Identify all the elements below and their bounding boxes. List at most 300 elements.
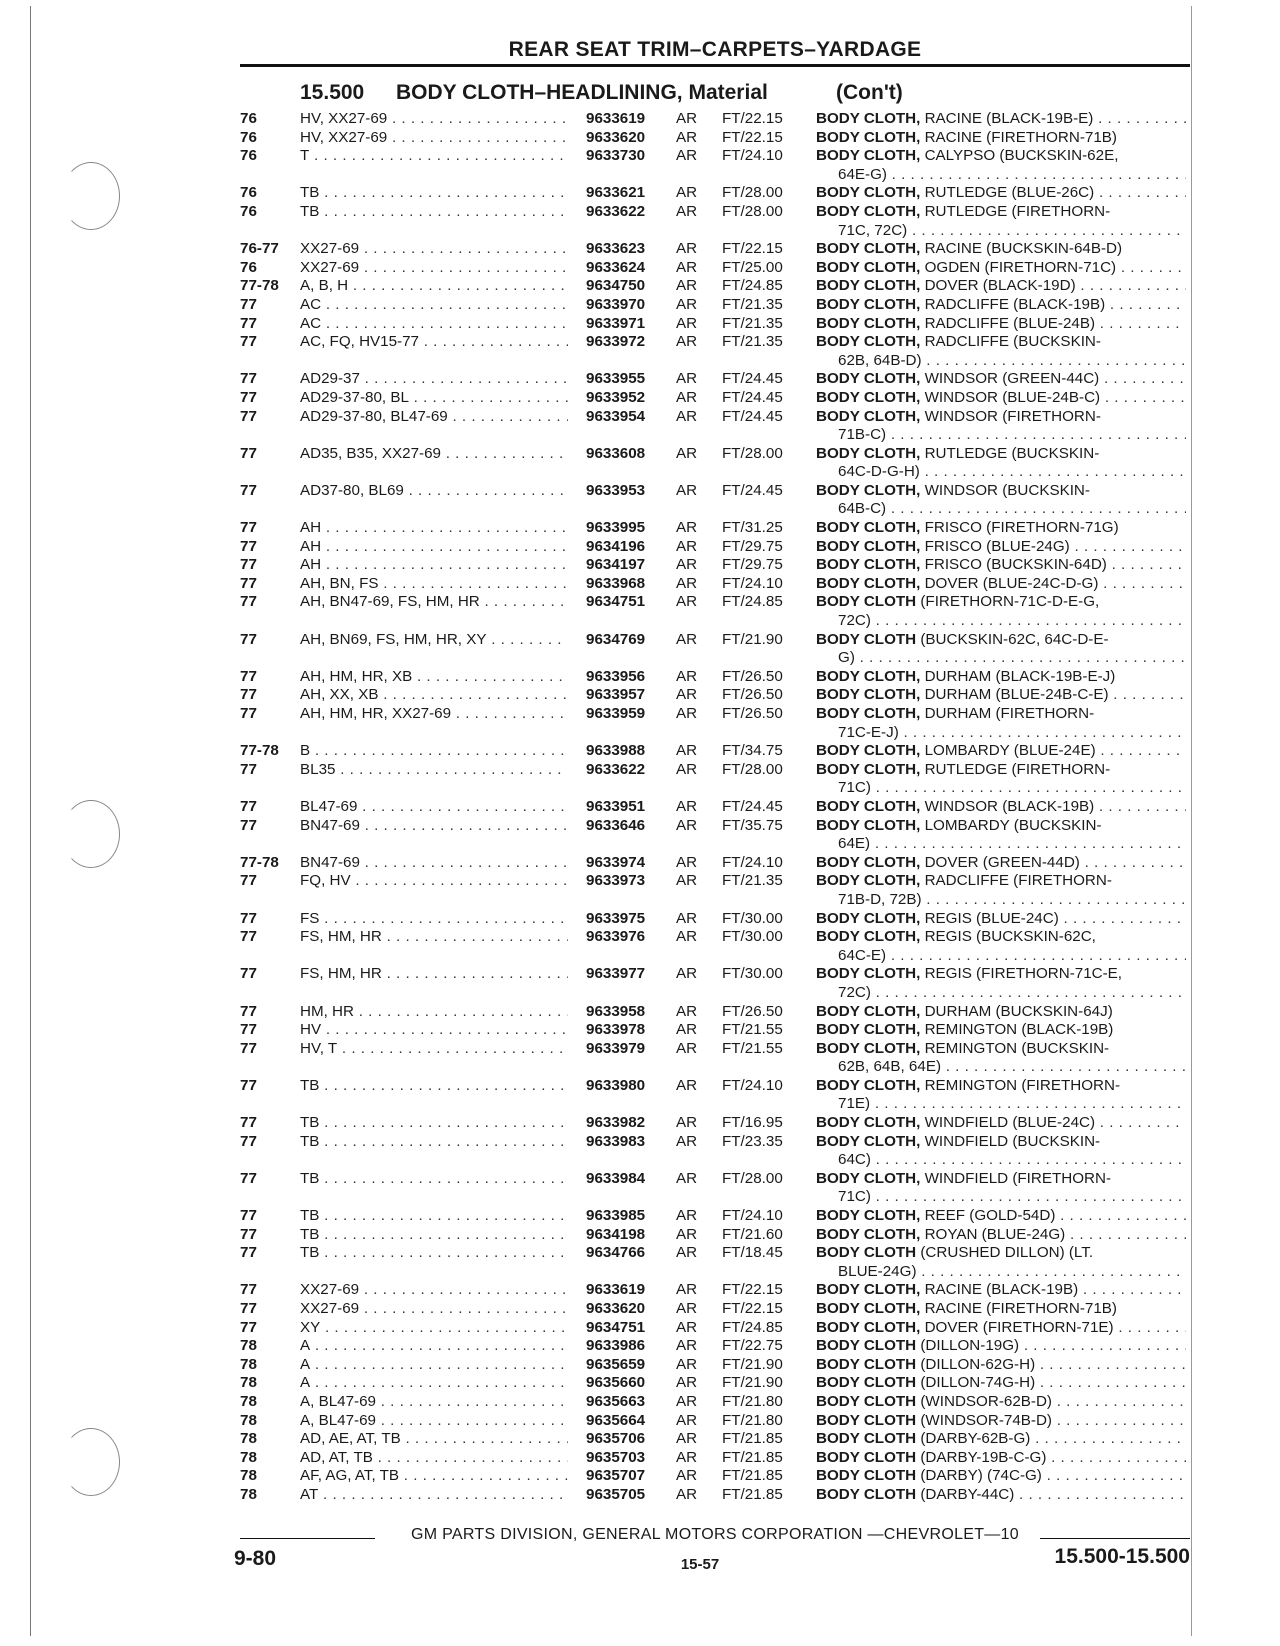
part-number-cell: 9633980	[586, 1076, 646, 1094]
part-number-cell: 9634750	[586, 277, 646, 295]
description-text: LOMBARDY (BUCKSKIN-	[920, 816, 1102, 834]
model-cell: AD, AT, TB . . .	[300, 1449, 568, 1468]
description-bold: BODY CLOTH	[816, 1392, 917, 1410]
description-cell	[816, 761, 1186, 780]
description-cell	[816, 370, 1186, 389]
price-cell: FT/23.35	[722, 1132, 783, 1150]
description-cell	[816, 854, 1186, 873]
quantity-cell: AR	[676, 1207, 698, 1225]
part-number-cell: 9633995	[586, 519, 646, 537]
model-cell: FQ, HV . . .	[300, 872, 568, 891]
quantity-cell: AR	[676, 556, 698, 574]
description-text: RUTLEDGE (FIRETHORN-	[920, 202, 1111, 220]
price-cell: FT/24.85	[722, 277, 783, 295]
price-cell: FT/30.00	[722, 965, 783, 983]
part-number-cell: 9635659	[586, 1355, 646, 1373]
list-item	[240, 1356, 1190, 1375]
description-text: RACINE (BLACK-19B-E)	[920, 110, 1094, 127]
parts-list	[240, 110, 1190, 1505]
description-text: REEF (GOLD-54D)	[920, 1207, 1056, 1225]
list-item-continuation	[240, 426, 1190, 445]
year-cell: 77	[240, 816, 257, 834]
price-cell: FT/30.00	[722, 928, 783, 946]
price-cell: FT/21.80	[722, 1411, 783, 1429]
quantity-cell: AR	[676, 240, 698, 258]
description-continuation: 71B-D, 72B) . . .	[838, 891, 1186, 910]
description-continuation: 71E) . . .	[838, 1095, 1186, 1114]
model-cell: XX27-69 . . .	[300, 1281, 568, 1300]
model-cell: TB . . .	[300, 1133, 568, 1152]
year-cell: 78	[240, 1337, 257, 1355]
list-item	[240, 1281, 1190, 1300]
year-cell: 78	[240, 1485, 257, 1503]
year-cell: 77	[240, 630, 257, 648]
list-item	[240, 1430, 1190, 1449]
list-item-continuation	[240, 984, 1190, 1003]
part-number-cell: 9633622	[586, 760, 646, 778]
description-bold: BODY CLOTH,	[816, 295, 921, 313]
list-item	[240, 668, 1190, 687]
description-text: OGDEN (FIRETHORN-71C)	[920, 258, 1117, 276]
list-item	[240, 110, 1190, 129]
quantity-cell: AR	[676, 1114, 698, 1132]
quantity-cell: AR	[676, 481, 698, 499]
list-item	[240, 798, 1190, 817]
model-cell: B . . .	[300, 742, 568, 761]
year-cell: 77	[240, 444, 257, 462]
description-text: REGIS (BLUE-24C)	[920, 909, 1059, 927]
description-text: DOVER (GREEN-44D)	[920, 853, 1080, 871]
part-number-cell: 9633620	[586, 1300, 646, 1317]
price-cell: FT/21.85	[722, 1467, 783, 1485]
year-cell: 76	[240, 184, 257, 202]
description-text: WINDSOR (FIRETHORN-	[920, 407, 1101, 425]
price-cell: FT/22.75	[722, 1337, 783, 1355]
model-cell: A, BL47-69 . . .	[300, 1412, 568, 1431]
description-cell	[816, 1133, 1186, 1152]
part-number-cell: 9633620	[586, 128, 646, 146]
description-bold: BODY CLOTH,	[816, 128, 921, 146]
description-cell	[816, 965, 1186, 984]
quantity-cell: AR	[676, 593, 698, 611]
description-bold: BODY CLOTH	[816, 1411, 917, 1429]
price-cell: FT/21.80	[722, 1392, 783, 1410]
description-cell	[816, 110, 1186, 129]
part-number-cell: 9633621	[586, 184, 646, 202]
quantity-cell: AR	[676, 128, 698, 146]
model-cell: TB . . .	[300, 1207, 568, 1226]
model-cell: AH, BN69, FS, HM, HR, XY . . .	[300, 631, 568, 650]
list-item	[240, 277, 1190, 296]
year-cell: 76	[240, 110, 257, 127]
description-text: FRISCO (BLUE-24G)	[920, 537, 1070, 555]
list-item	[240, 872, 1190, 891]
model-cell: A, B, H . . .	[300, 277, 568, 296]
description-cell	[816, 147, 1186, 166]
price-cell: FT/21.35	[722, 314, 783, 332]
year-cell: 77	[240, 667, 257, 685]
year-cell: 77	[240, 519, 257, 537]
quantity-cell: AR	[676, 797, 698, 815]
model-cell: HV, XX27-69 . . .	[300, 110, 568, 129]
list-item	[240, 1467, 1190, 1486]
quantity-cell: AR	[676, 1337, 698, 1355]
description-cell	[816, 1244, 1186, 1263]
year-cell: 77	[240, 1225, 257, 1243]
part-number-cell: 9633985	[586, 1207, 646, 1225]
part-number-cell: 9633978	[586, 1021, 646, 1039]
part-number-cell: 9635664	[586, 1411, 646, 1429]
list-item	[240, 742, 1190, 761]
price-cell: FT/21.90	[722, 1355, 783, 1373]
description-bold: BODY CLOTH,	[816, 556, 921, 574]
list-item-continuation	[240, 166, 1190, 185]
price-cell: FT/21.35	[722, 872, 783, 890]
list-item	[240, 854, 1190, 873]
part-number-cell: 9634197	[586, 556, 646, 574]
part-number-cell: 9633975	[586, 909, 646, 927]
description-text: FRISCO (BUCKSKIN-64D)	[920, 556, 1107, 574]
description-cell	[816, 1319, 1186, 1338]
description-cell	[816, 277, 1186, 296]
price-cell: FT/29.75	[722, 556, 783, 574]
list-item	[240, 686, 1190, 705]
price-cell: FT/28.00	[722, 444, 783, 462]
description-bold: BODY CLOTH,	[816, 816, 921, 834]
price-cell: FT/24.10	[722, 147, 783, 165]
description-text: (DARBY-19B-C-G)	[916, 1448, 1047, 1466]
continued-label: (Con't)	[836, 81, 903, 104]
model-cell: AH, BN, FS . . .	[300, 575, 568, 594]
year-cell: 77	[240, 370, 257, 388]
footer-date: 9-80	[234, 1547, 277, 1570]
part-number-cell: 9633955	[586, 370, 646, 388]
year-cell: 77	[240, 1132, 257, 1150]
year-cell: 76	[240, 258, 257, 276]
price-cell: FT/16.95	[722, 1114, 783, 1132]
description-bold: BODY CLOTH,	[816, 797, 921, 815]
year-cell: 77	[240, 537, 257, 555]
description-cell	[816, 1207, 1186, 1226]
list-item-continuation	[240, 649, 1190, 668]
list-item-continuation	[240, 463, 1190, 482]
list-item	[240, 556, 1190, 575]
footer-rule	[1040, 1538, 1190, 1539]
year-cell: 77	[240, 333, 257, 351]
model-cell: XX27-69 . . .	[300, 259, 568, 278]
description-text: WINDSOR (GREEN-44C)	[920, 370, 1100, 388]
part-number-cell: 9634198	[586, 1225, 646, 1243]
footer-publisher: GM PARTS DIVISION, GENERAL MOTORS CORPORATION —CHEVROLET—10	[410, 1526, 1020, 1543]
list-item	[240, 538, 1190, 557]
description-cell	[816, 1374, 1186, 1393]
list-item-continuation	[240, 1151, 1190, 1170]
description-text: RADCLIFFE (BLUE-24B)	[920, 314, 1096, 332]
model-cell: AC . . .	[300, 315, 568, 334]
description-text: LOMBARDY (BLUE-24E)	[920, 742, 1096, 760]
description-text: DURHAM (BUCKSKIN-64J)	[920, 1002, 1113, 1020]
quantity-cell: AR	[676, 1039, 698, 1057]
price-cell: FT/24.45	[722, 797, 783, 815]
description-bold: BODY CLOTH,	[816, 1169, 921, 1187]
description-cell	[816, 872, 1186, 891]
part-number-cell: 9634769	[586, 630, 646, 648]
description-text: (DILLON-74G-H)	[916, 1374, 1036, 1392]
description-bold: BODY CLOTH,	[816, 667, 921, 685]
price-cell: FT/31.25	[722, 519, 783, 537]
description-text: WINDFIELD (BUCKSKIN-	[920, 1132, 1101, 1150]
part-number-cell: 9633973	[586, 872, 646, 890]
model-cell: HV, XX27-69 . . .	[300, 129, 568, 148]
description-cell	[816, 575, 1186, 594]
quantity-cell: AR	[676, 277, 698, 295]
quantity-cell: AR	[676, 928, 698, 946]
quantity-cell: AR	[676, 1392, 698, 1410]
model-cell: HM, HR . . .	[300, 1003, 568, 1022]
part-number-cell: 9635706	[586, 1430, 646, 1448]
year-cell: 77	[240, 481, 257, 499]
year-cell: 77	[240, 1114, 257, 1132]
description-cell	[816, 1114, 1186, 1133]
year-cell: 77	[240, 1318, 257, 1336]
description-cell	[816, 928, 1186, 947]
description-bold: BODY CLOTH,	[816, 519, 921, 537]
part-number-cell: 9633971	[586, 314, 646, 332]
model-cell: TB . . .	[300, 1226, 568, 1245]
list-item	[240, 1300, 1190, 1319]
model-cell: AD35, B35, XX27-69 . . .	[300, 445, 568, 464]
list-item	[240, 761, 1190, 780]
description-bold: BODY CLOTH	[816, 1244, 917, 1262]
price-cell: FT/22.15	[722, 240, 783, 258]
quantity-cell: AR	[676, 630, 698, 648]
description-text: DURHAM (FIRETHORN-	[920, 705, 1095, 722]
list-item-continuation	[240, 1058, 1190, 1077]
model-cell: A . . .	[300, 1374, 568, 1393]
description-continuation: 64E-G) . . .	[838, 166, 1186, 185]
quantity-cell: AR	[676, 686, 698, 704]
description-bold: BODY CLOTH,	[816, 333, 921, 351]
year-cell: 77	[240, 1169, 257, 1187]
part-number-cell: 9633988	[586, 742, 646, 760]
model-cell: AC, FQ, HV15-77 . . .	[300, 333, 568, 352]
list-item	[240, 817, 1190, 836]
model-cell: TB . . .	[300, 1077, 568, 1096]
description-text: WINDFIELD (BLUE-24C)	[920, 1114, 1096, 1132]
description-text: RUTLEDGE (BUCKSKIN-	[920, 444, 1100, 462]
list-item	[240, 1040, 1190, 1059]
part-number-cell: 9633972	[586, 333, 646, 351]
quantity-cell: AR	[676, 295, 698, 313]
model-cell: TB . . .	[300, 1244, 568, 1263]
list-item	[240, 1374, 1190, 1393]
price-cell: FT/24.45	[722, 481, 783, 499]
list-item	[240, 1449, 1190, 1468]
list-item	[240, 928, 1190, 947]
year-cell: 77	[240, 686, 257, 704]
description-text: RADCLIFFE (BLACK-19B)	[920, 295, 1106, 313]
model-cell: AH, XX, XB . . .	[300, 686, 568, 705]
list-item	[240, 1226, 1190, 1245]
list-item	[240, 482, 1190, 501]
model-cell: TB . . .	[300, 1114, 568, 1133]
list-item-continuation	[240, 947, 1190, 966]
quantity-cell: AR	[676, 1467, 698, 1485]
description-cell	[816, 482, 1186, 501]
description-cell	[816, 296, 1186, 315]
quantity-cell: AR	[676, 1430, 698, 1448]
binder-margin-line	[30, 6, 31, 1636]
description-text: REMINGTON (FIRETHORN-	[920, 1076, 1121, 1094]
model-cell: TB . . .	[300, 184, 568, 203]
description-bold: BODY CLOTH,	[816, 1021, 921, 1039]
list-item-continuation	[240, 1263, 1190, 1282]
model-cell: XX27-69 . . .	[300, 240, 568, 259]
year-cell: 77	[240, 760, 257, 778]
price-cell: FT/22.15	[722, 1300, 783, 1317]
list-item-continuation	[240, 724, 1190, 743]
part-number-cell: 9633974	[586, 853, 646, 871]
price-cell: FT/30.00	[722, 909, 783, 927]
list-item	[240, 129, 1190, 148]
punch-hole	[62, 162, 120, 230]
year-cell: 77	[240, 295, 257, 313]
model-cell: AH . . .	[300, 519, 568, 538]
price-cell: FT/29.75	[722, 537, 783, 555]
model-cell: TB . . .	[300, 1170, 568, 1189]
description-bold: BODY CLOTH	[816, 1374, 917, 1392]
description-continuation: G) . . .	[838, 649, 1186, 668]
description-cell	[816, 240, 1186, 259]
year-cell: 77	[240, 314, 257, 332]
year-cell: 77	[240, 556, 257, 574]
description-bold: BODY CLOTH,	[816, 1207, 921, 1225]
part-number-cell: 9634751	[586, 593, 646, 611]
description-cell	[816, 1356, 1186, 1375]
description-cell	[816, 1393, 1186, 1412]
list-item	[240, 389, 1190, 408]
price-cell: FT/21.85	[722, 1485, 783, 1503]
model-cell: XY . . .	[300, 1319, 568, 1338]
model-cell: FS . . .	[300, 910, 568, 929]
list-item-continuation	[240, 612, 1190, 631]
part-number-cell: 9633730	[586, 147, 646, 165]
description-bold: BODY CLOTH,	[816, 1114, 921, 1132]
description-continuation: 72C) . . .	[838, 612, 1186, 631]
description-cell	[816, 1226, 1186, 1245]
description-cell	[816, 1300, 1186, 1319]
model-cell: AD, AE, AT, TB . . .	[300, 1430, 568, 1449]
price-cell: FT/18.45	[722, 1244, 783, 1262]
description-continuation: BLUE-24G) . . .	[838, 1263, 1186, 1282]
price-cell: FT/24.85	[722, 593, 783, 611]
quantity-cell: AR	[676, 1300, 698, 1317]
model-cell: AD29-37-80, BL47-69 . . .	[300, 408, 568, 427]
year-cell: 77	[240, 1281, 257, 1299]
description-cell	[816, 705, 1186, 724]
year-cell: 77	[240, 705, 257, 722]
price-cell: FT/21.35	[722, 295, 783, 313]
description-text: WINDFIELD (FIRETHORN-	[920, 1169, 1112, 1187]
part-number-cell: 9633624	[586, 258, 646, 276]
footer-page-number: 15-57	[680, 1556, 720, 1573]
description-cell	[816, 184, 1186, 203]
list-item	[240, 519, 1190, 538]
description-text: FRISCO (FIRETHORN-71G)	[920, 519, 1119, 537]
part-number-cell: 9635705	[586, 1485, 646, 1503]
section-title: BODY CLOTH–HEADLINING, Material	[396, 81, 768, 104]
list-item	[240, 705, 1190, 724]
list-item	[240, 1319, 1190, 1338]
model-cell: AF, AG, AT, TB . . .	[300, 1467, 568, 1486]
description-text: RUTLEDGE (BLUE-26C)	[920, 184, 1095, 202]
list-item	[240, 259, 1190, 278]
punch-hole	[62, 1428, 120, 1496]
description-bold: BODY CLOTH,	[816, 1300, 921, 1317]
quantity-cell: AR	[676, 574, 698, 592]
price-cell: FT/22.15	[722, 1281, 783, 1299]
description-text: DURHAM (BLACK-19B-E-J)	[920, 667, 1116, 685]
price-cell: FT/21.60	[722, 1225, 783, 1243]
list-item	[240, 370, 1190, 389]
price-cell: FT/21.90	[722, 1374, 783, 1392]
description-text: RACINE (FIRETHORN-71B)	[920, 128, 1117, 146]
description-bold: BODY CLOTH,	[816, 853, 921, 871]
description-bold: BODY CLOTH,	[816, 705, 921, 722]
model-cell: FS, HM, HR . . .	[300, 928, 568, 947]
model-cell: BL47-69 . . .	[300, 798, 568, 817]
list-item	[240, 1170, 1190, 1189]
quantity-cell: AR	[676, 314, 698, 332]
price-cell: FT/21.85	[722, 1448, 783, 1466]
price-cell: FT/35.75	[722, 816, 783, 834]
part-number-cell: 9635660	[586, 1374, 646, 1392]
quantity-cell: AR	[676, 1448, 698, 1466]
quantity-cell: AR	[676, 872, 698, 890]
quantity-cell: AR	[676, 1021, 698, 1039]
description-bold: BODY CLOTH,	[816, 147, 921, 165]
year-cell: 77	[240, 593, 257, 611]
description-bold: BODY CLOTH,	[816, 1076, 921, 1094]
description-bold: BODY CLOTH,	[816, 407, 921, 425]
description-bold: BODY CLOTH,	[816, 909, 921, 927]
description-bold: BODY CLOTH	[816, 1355, 917, 1373]
description-text: WINDSOR (BUCKSKIN-	[920, 481, 1090, 499]
description-bold: BODY CLOTH,	[816, 928, 921, 946]
description-bold: BODY CLOTH,	[816, 1039, 921, 1057]
quantity-cell: AR	[676, 333, 698, 351]
price-cell: FT/21.55	[722, 1021, 783, 1039]
description-bold: BODY CLOTH,	[816, 574, 921, 592]
description-text: (CRUSHED DILLON) (LT.	[916, 1244, 1094, 1262]
quantity-cell: AR	[676, 1002, 698, 1020]
description-text: (DARBY-62B-G)	[916, 1430, 1031, 1448]
description-text: REMINGTON (BUCKSKIN-	[920, 1039, 1110, 1057]
quantity-cell: AR	[676, 1225, 698, 1243]
price-cell: FT/24.10	[722, 853, 783, 871]
model-cell: AT . . .	[300, 1486, 568, 1505]
description-cell	[816, 1449, 1186, 1468]
model-cell: AH, BN47-69, FS, HM, HR . . .	[300, 593, 568, 612]
description-bold: BODY CLOTH,	[816, 240, 921, 258]
quantity-cell: AR	[676, 407, 698, 425]
part-number-cell: 9634751	[586, 1318, 646, 1336]
list-item-continuation	[240, 891, 1190, 910]
description-continuation: 71C, 72C) . . .	[838, 222, 1186, 241]
description-bold: BODY CLOTH,	[816, 258, 921, 276]
year-cell: 77	[240, 1039, 257, 1057]
description-cell	[816, 1040, 1186, 1059]
